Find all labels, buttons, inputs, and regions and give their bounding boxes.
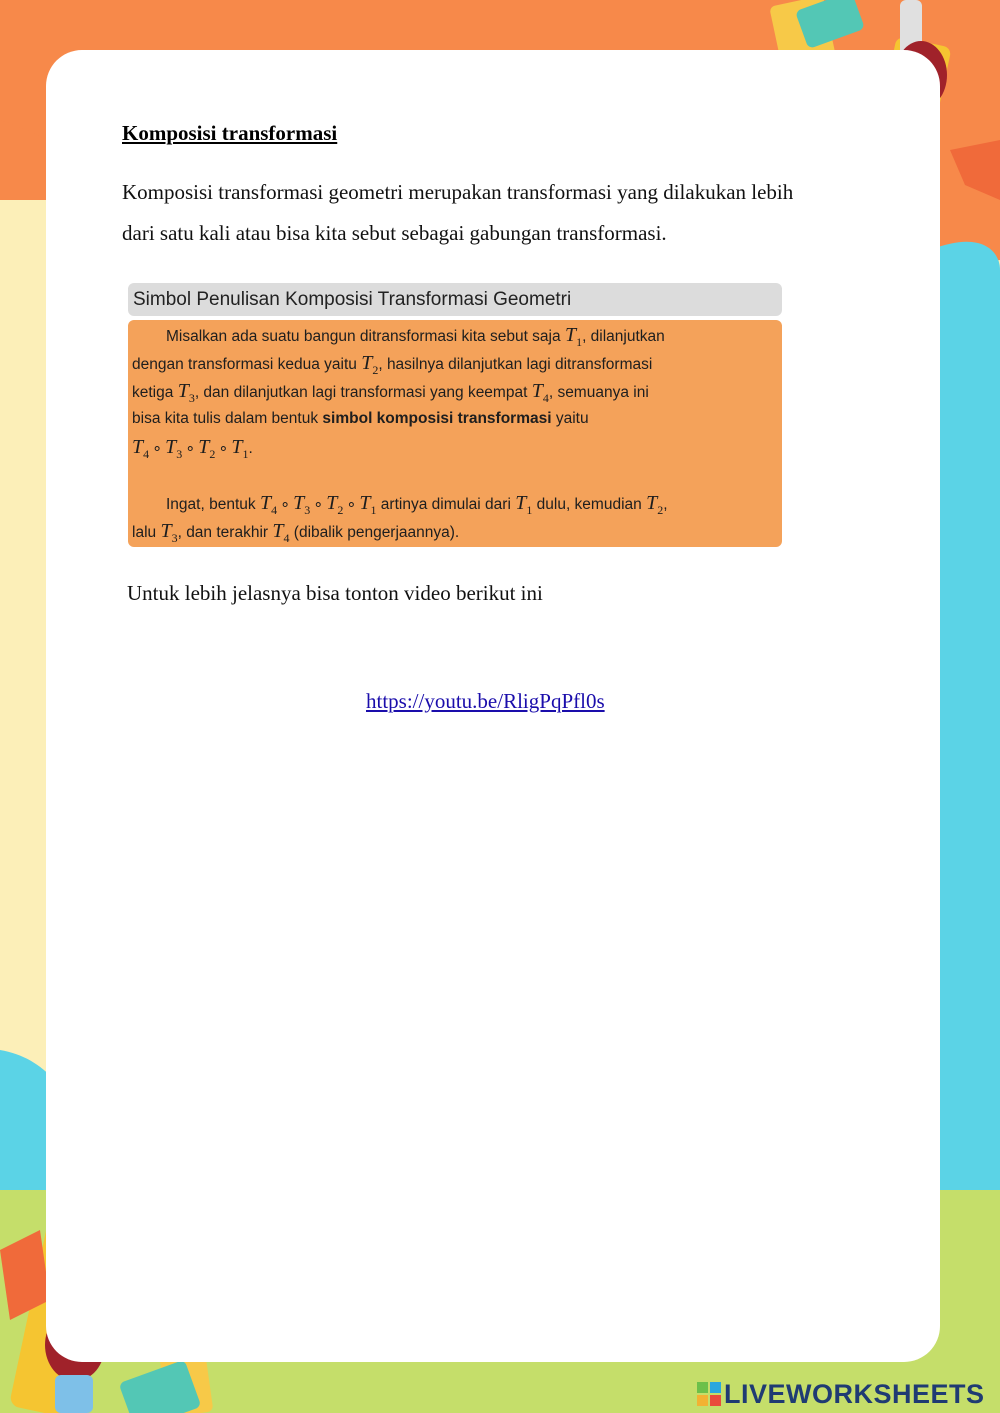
math-t1: $T_1$ xyxy=(564,324,583,349)
text-run: yaitu xyxy=(555,410,589,427)
text-run: bisa kita tulis dalam bentuk xyxy=(132,410,319,427)
notation-line: Ingat, bentuk $T_4$ ∘ $T_3$ ∘ $T_2$ ∘ $T_1$ artinya dimulai dari $T_1$ dulu, kemudian $T_2$, xyxy=(166,492,668,517)
composition-formula: $T_4$ ∘ $T_3$ ∘ $T_2$ ∘ $T_1$. xyxy=(132,436,253,461)
text-run: , semuanya ini xyxy=(548,384,649,401)
math-t2: $T_2$ xyxy=(361,352,379,377)
text-run: dulu, kemudian xyxy=(536,496,642,513)
notation-line xyxy=(132,322,665,348)
text-run: Ingat, bentuk xyxy=(166,496,256,513)
intro-paragraph xyxy=(122,172,882,254)
notation-line xyxy=(132,350,652,376)
text-run: , dan terakhir xyxy=(177,524,269,541)
notation-line: lalu $T_3$, dan terakhir $T_4$ (dibalik pengerjaannya). xyxy=(132,520,460,545)
notation-box-title: Simbol Penulisan Komposisi Transformasi Geometri xyxy=(128,283,782,316)
intro-line: Komposisi transformasi geometri merupakan transformasi yang dilakukan lebih xyxy=(122,180,794,204)
video-link[interactable]: https://youtu.be/RligPqPfl0s xyxy=(366,689,605,713)
text-run: (dibalik pengerjaannya). xyxy=(293,524,460,541)
text-run: ketiga xyxy=(132,384,174,401)
math-t3: $T_3$ xyxy=(177,380,195,405)
text-run: , dilanjutkan xyxy=(582,328,665,345)
text-run: , hasilnya dilanjutkan lagi ditransformasi xyxy=(378,356,653,373)
section-heading: Komposisi transformasi xyxy=(122,121,338,145)
text-run: lalu xyxy=(132,524,157,541)
math-t4: $T_4$ xyxy=(531,380,549,405)
video-prompt-text: Untuk lebih jelasnya bisa tonton video berikut ini xyxy=(127,581,543,605)
notation-line xyxy=(132,378,649,404)
bold-term: simbol komposisi transformasi xyxy=(322,410,552,427)
text-run: dengan transformasi kedua yaitu xyxy=(132,356,357,373)
notation-line xyxy=(132,406,589,432)
liveworksheets-brand xyxy=(697,1377,985,1411)
notation-box xyxy=(128,320,782,547)
text-run: artinya dimulai dari xyxy=(380,496,511,513)
text-run: , dan dilanjutkan lagi transformasi yang keempat xyxy=(194,384,528,401)
brand-name: LIVEWORKSHEETS xyxy=(724,1378,985,1409)
intro-line: dari satu kali atau bisa kita sebut sebagai gabungan transformasi. xyxy=(122,221,667,245)
liveworksheets-logo-icon xyxy=(697,1382,721,1406)
text-run: Misalkan ada suatu bangun ditransformasi kita sebut saja xyxy=(166,328,561,345)
